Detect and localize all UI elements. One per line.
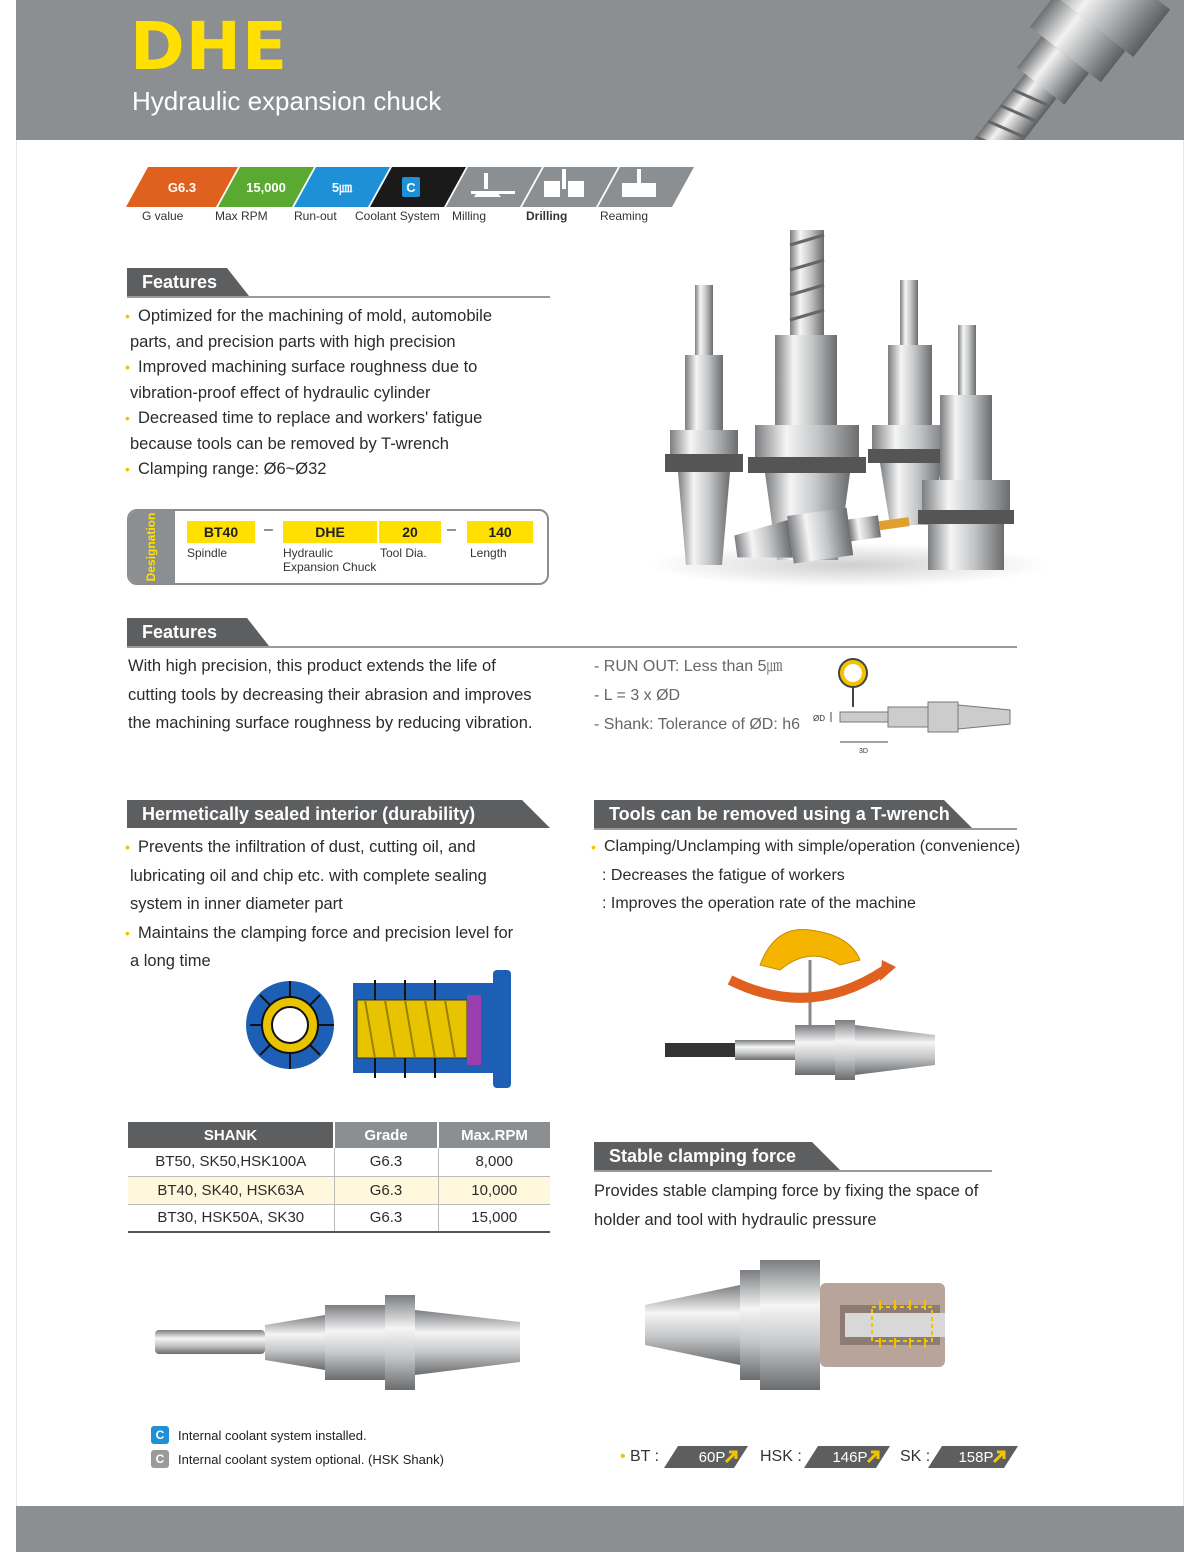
feature-3-line-2: because tools can be removed by T-wrench <box>130 434 449 453</box>
designation-type-label-1: Hydraulic <box>283 546 334 560</box>
designation-dash-2: – <box>447 521 456 538</box>
sealed-heading-text: Hermetically sealed interior (durability) <box>142 804 476 824</box>
header-end-mill-image <box>886 0 1184 140</box>
features-2-paragraph <box>128 652 568 738</box>
designation-spindle-label: Spindle <box>187 546 228 560</box>
twrench-item: • Clamping/Unclamping with simple/operation (convenience) <box>594 833 1024 862</box>
spec-label-drilling: Drilling <box>526 209 568 223</box>
g-value-text: G6.3 <box>167 180 197 195</box>
designation-length-label: Length <box>470 546 507 560</box>
spec-length: - L = 3 x ØD <box>594 687 681 704</box>
refs-bullet-icon: • <box>620 1448 626 1465</box>
clamping-cutaway-image <box>640 1255 950 1395</box>
ref-sk-page-link[interactable] <box>928 1446 1018 1468</box>
shank-table-header <box>128 1122 550 1148</box>
spec-label-g-value: G value <box>142 209 184 223</box>
header-max-rpm: Max.RPM <box>438 1122 550 1148</box>
twrench-heading <box>594 800 1017 830</box>
features-heading-1 <box>127 268 550 298</box>
diagram-od-label: ØD <box>813 714 825 723</box>
spec-strip <box>126 167 706 207</box>
page-references <box>620 1446 1040 1470</box>
page-subtitle: Hydraulic expansion chuck <box>132 86 442 116</box>
coolant-installed-note: Internal coolant system installed. <box>178 1428 367 1443</box>
designation-length: 140 <box>467 521 533 543</box>
coolant-installed-icon: C <box>151 1426 169 1444</box>
feature-3-line-1: • Decreased time to replace and workers' fatigue <box>128 406 548 432</box>
sealed-heading <box>127 800 550 830</box>
designation-tool-dia-label: Tool Dia. <box>380 546 427 560</box>
twrench-heading-text: Tools can be removed using a T-wrench <box>609 804 950 824</box>
cell-grade: G6.3 <box>334 1176 438 1204</box>
ref-hsk-page-link[interactable] <box>804 1446 890 1468</box>
ref-hsk-page: 146P <box>832 1449 868 1466</box>
sealing-cross-section-image <box>245 965 520 1095</box>
features-heading-1-text: Features <box>142 272 218 292</box>
sealed-item-1-line-1: • Prevents the infiltration of dust, cutting oil, and <box>128 833 548 862</box>
chuck-side-image <box>150 1280 530 1410</box>
stable-heading <box>594 1142 992 1172</box>
spec-label-reaming: Reaming <box>600 209 649 223</box>
runout-diagram <box>805 655 1020 760</box>
table-row <box>128 1176 550 1204</box>
features-2-spec-list <box>594 652 800 739</box>
designation-type: DHE <box>283 521 377 543</box>
sealed-item-2-line-2: a long time <box>130 952 211 970</box>
sealed-item-1-line-3: system in inner diameter part <box>130 895 343 913</box>
features-heading-1-rule <box>127 296 550 298</box>
ref-bt-label: BT : <box>630 1448 660 1465</box>
sealed-list <box>128 833 548 976</box>
shank-table <box>128 1122 550 1233</box>
features-2-para-line-2: cutting tools by decreasing their abrasion and improves <box>128 685 532 704</box>
coolant-optional-note: Internal coolant system optional. (HSK Shank) <box>178 1452 444 1467</box>
spec-label-milling: Milling <box>452 209 487 223</box>
stable-para-line-1: Provides stable clamping force by fixing the space of <box>594 1182 979 1200</box>
stable-paragraph <box>594 1177 1014 1234</box>
coolant-c-text: C <box>406 180 416 195</box>
twrench-sub-1: : Decreases the fatigue of workers <box>602 866 845 884</box>
header-shank: SHANK <box>128 1122 334 1148</box>
features-heading-2 <box>127 618 1017 648</box>
runout-text: 5㎛ <box>331 180 353 195</box>
cell-shank: BT50, SK50,HSK100A <box>128 1148 334 1176</box>
feature-2-line-2: vibration-proof effect of hydraulic cylinder <box>130 383 431 402</box>
designation-dash-1: – <box>264 521 273 538</box>
cell-max-rpm: 10,000 <box>438 1176 550 1204</box>
cell-shank: BT30, HSK50A, SK30 <box>128 1204 334 1232</box>
spec-label-runout: Run-out <box>294 209 337 223</box>
page-title: DHE <box>130 8 289 85</box>
cell-max-rpm: 8,000 <box>438 1148 550 1176</box>
header-grade: Grade <box>334 1122 438 1148</box>
sealed-item-2-line-1: • Maintains the clamping force and precision level for <box>128 919 548 948</box>
feature-1-line-2: parts, and precision parts with high precision <box>130 332 456 351</box>
feature-1-line-1: • Optimized for the machining of mold, automobile <box>128 304 548 330</box>
cell-grade: G6.3 <box>334 1148 438 1176</box>
feature-2-line-1: • Improved machining surface roughness due to <box>128 355 548 381</box>
features-list-1 <box>128 304 548 483</box>
footer-band <box>16 1506 1184 1552</box>
features-heading-2-text: Features <box>142 622 218 642</box>
twrench-sub-2: : Improves the operation rate of the machine <box>602 895 916 912</box>
ref-bt-page-link[interactable] <box>664 1446 748 1468</box>
twrench-list <box>594 833 1024 919</box>
ref-bt-page: 60P <box>698 1449 726 1466</box>
stable-para-line-2: holder and tool with hydraulic pressure <box>594 1210 877 1229</box>
cell-max-rpm: 15,000 <box>438 1204 550 1232</box>
ref-sk-label: SK : <box>900 1448 931 1465</box>
ref-hsk-label: HSK : <box>760 1448 802 1465</box>
features-2-para-line-3: the machining surface roughness by reducing vibration. <box>128 714 533 732</box>
cell-grade: G6.3 <box>334 1204 438 1232</box>
cell-shank: BT40, SK40, HSK63A <box>128 1176 334 1204</box>
ref-sk-page: 158P <box>958 1449 994 1466</box>
stable-heading-rule <box>594 1170 992 1172</box>
spec-label-max-rpm: Max RPM <box>215 209 268 223</box>
table-row <box>128 1204 550 1232</box>
sealed-item-1-line-2: lubricating oil and chip etc. with complete sealing <box>130 866 487 885</box>
designation-spindle: BT40 <box>187 521 255 543</box>
twrench-heading-rule <box>594 828 1017 830</box>
spec-label-coolant: Coolant System <box>355 209 440 223</box>
product-group-image <box>640 225 1060 595</box>
features-2-para-line-1: With high precision, this product extends the life of <box>128 657 496 675</box>
features-heading-2-rule <box>127 646 1017 648</box>
coolant-optional-icon: C <box>151 1450 169 1468</box>
designation-side-label: Designation <box>144 512 158 582</box>
feature-4-line-1: • Clamping range: Ø6~Ø32 <box>128 457 548 483</box>
designation-box <box>127 509 549 585</box>
stable-heading-text: Stable clamping force <box>609 1146 797 1166</box>
designation-type-label-2: Expansion Chuck <box>283 560 377 574</box>
diagram-3d-label: 3D <box>859 748 868 755</box>
designation-side <box>129 511 175 583</box>
twrench-image <box>660 925 950 1100</box>
max-rpm-text: 15,000 <box>246 180 286 195</box>
spec-runout: - RUN OUT: Less than 5㎛ <box>594 658 783 675</box>
spec-shank-tolerance: - Shank: Tolerance of ØD: h6 <box>594 716 801 733</box>
designation-tool-dia: 20 <box>379 521 441 543</box>
table-row <box>128 1148 550 1176</box>
